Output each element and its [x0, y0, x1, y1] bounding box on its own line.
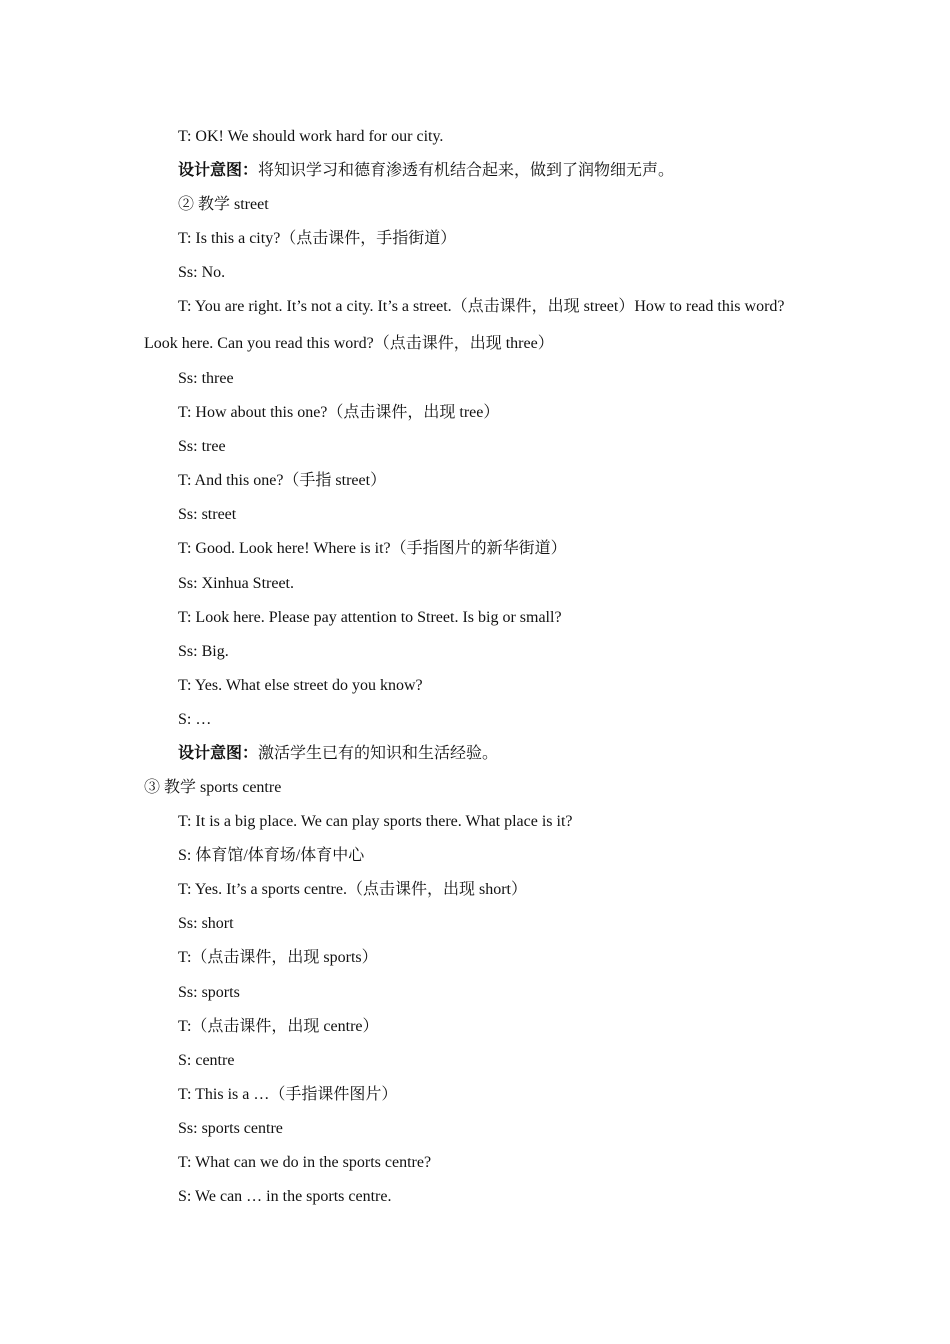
text-line: Ss: short	[178, 915, 234, 932]
text-line: Ss: sports	[178, 984, 240, 1001]
design-intent-text: 将知识学习和德育渗透有机结合起来，做到了润物细无声。	[258, 162, 675, 179]
text-line: Ss: No.	[178, 264, 226, 281]
text-line: T: You are right. It’s not a city. It’s a street.（点击课件，出现 street）How to read this word?	[178, 298, 785, 315]
text-line: T: This is a …（手指课件图片）	[178, 1086, 398, 1103]
text-line-continuation: Look here. Can you read this word?（点击课件，出现 three）	[144, 335, 554, 352]
text-line: S: We can … in the sports centre.	[178, 1188, 392, 1205]
text-line: T: OK! We should work hard for our city.	[178, 128, 444, 145]
text-line: T: What can we do in the sports centre?	[178, 1154, 432, 1171]
text-line: T: Yes. What else street do you know?	[178, 677, 423, 694]
text-line: T: Look here. Please pay attention to Street. Is big or small?	[178, 609, 562, 626]
text-line: T:（点击课件，出现 centre）	[178, 1018, 379, 1035]
design-intent-text: 激活学生已有的知识和生活经验。	[258, 745, 499, 762]
text-line: T: Is this a city?（点击课件，手指街道）	[178, 230, 457, 247]
design-intent-line	[178, 161, 674, 181]
text-line: Ss: Big.	[178, 643, 229, 660]
text-line: Ss: sports centre	[178, 1120, 283, 1137]
text-line: T: Yes. It’s a sports centre.（点击课件，出现 short）	[178, 881, 527, 898]
design-intent-label: 设计意图：	[178, 162, 259, 179]
text-line: Ss: street	[178, 506, 237, 523]
design-intent-label: 设计意图：	[178, 745, 259, 762]
text-line: S: 体育馆/体育场/体育中心	[178, 847, 365, 864]
text-line: Ss: three	[178, 370, 234, 387]
text-line: S: centre	[178, 1052, 235, 1069]
text-line: Ss: Xinhua Street.	[178, 575, 294, 592]
section-heading-sports-centre: ③ 教学 sports centre	[144, 779, 282, 796]
section-heading-street: ② 教学 street	[178, 196, 269, 213]
text-line: T: How about this one?（点击课件，出现 tree）	[178, 404, 500, 421]
text-line: Ss: tree	[178, 438, 226, 455]
text-line: T:（点击课件，出现 sports）	[178, 949, 378, 966]
text-line: S: …	[178, 711, 212, 728]
text-line: T: It is a big place. We can play sports there. What place is it?	[178, 813, 573, 830]
text-line: T: Good. Look here! Where is it?（手指图片的新华街道）	[178, 540, 567, 557]
design-intent-line	[178, 744, 498, 764]
text-line: T: And this one?（手指 street）	[178, 472, 387, 489]
